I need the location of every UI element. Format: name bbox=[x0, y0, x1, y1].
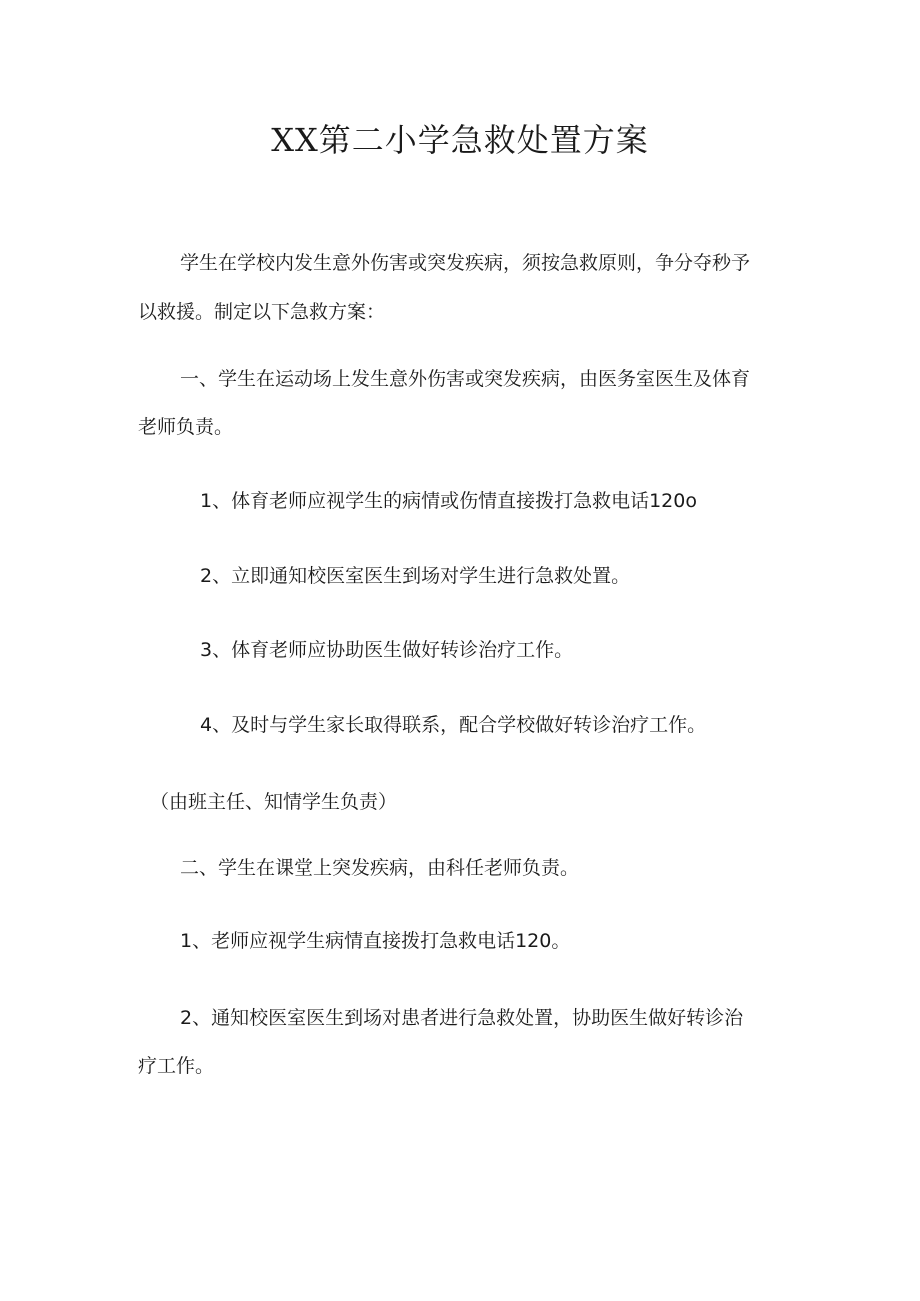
intro-paragraph-line-1: 学生在学校内发生意外伤害或突发疾病，须按急救原则，争分夺秒予 bbox=[180, 252, 751, 274]
section-2-item-2-line-2: 疗工作。 bbox=[138, 1055, 215, 1077]
document-title: XX第二小学急救处置方案 bbox=[271, 121, 649, 159]
section-2-heading: 二、学生在课堂上突发疾病，由科任老师负责。 bbox=[180, 857, 580, 879]
section-1-item-3: 3、体育老师应协助医生做好转诊治疗工作。 bbox=[200, 639, 574, 661]
section-1-item-1: 1、体育老师应视学生的病情或伤情直接拨打急救电话120o bbox=[200, 490, 697, 512]
section-1-heading-line-2: 老师负责。 bbox=[138, 416, 234, 438]
section-2-item-2-line-1: 2、通知校医室医生到场对患者进行急救处置，协助医生做好转诊治 bbox=[180, 1007, 744, 1029]
intro-paragraph-line-2: 以救援。制定以下急救方案： bbox=[138, 301, 386, 323]
section-1-heading-line-1: 一、学生在运动场上发生意外伤害或突发疾病，由医务室医生及体育 bbox=[180, 368, 751, 390]
section-1-item-4: 4、及时与学生家长取得联系，配合学校做好转诊治疗工作。 bbox=[200, 714, 707, 736]
section-1-note: （由班主任、知情学生负责） bbox=[150, 791, 398, 813]
section-1-item-2: 2、立即通知校医室医生到场对学生进行急救处置。 bbox=[200, 565, 631, 587]
section-2-item-1: 1、老师应视学生病情直接拨打急救电话120。 bbox=[180, 930, 571, 952]
